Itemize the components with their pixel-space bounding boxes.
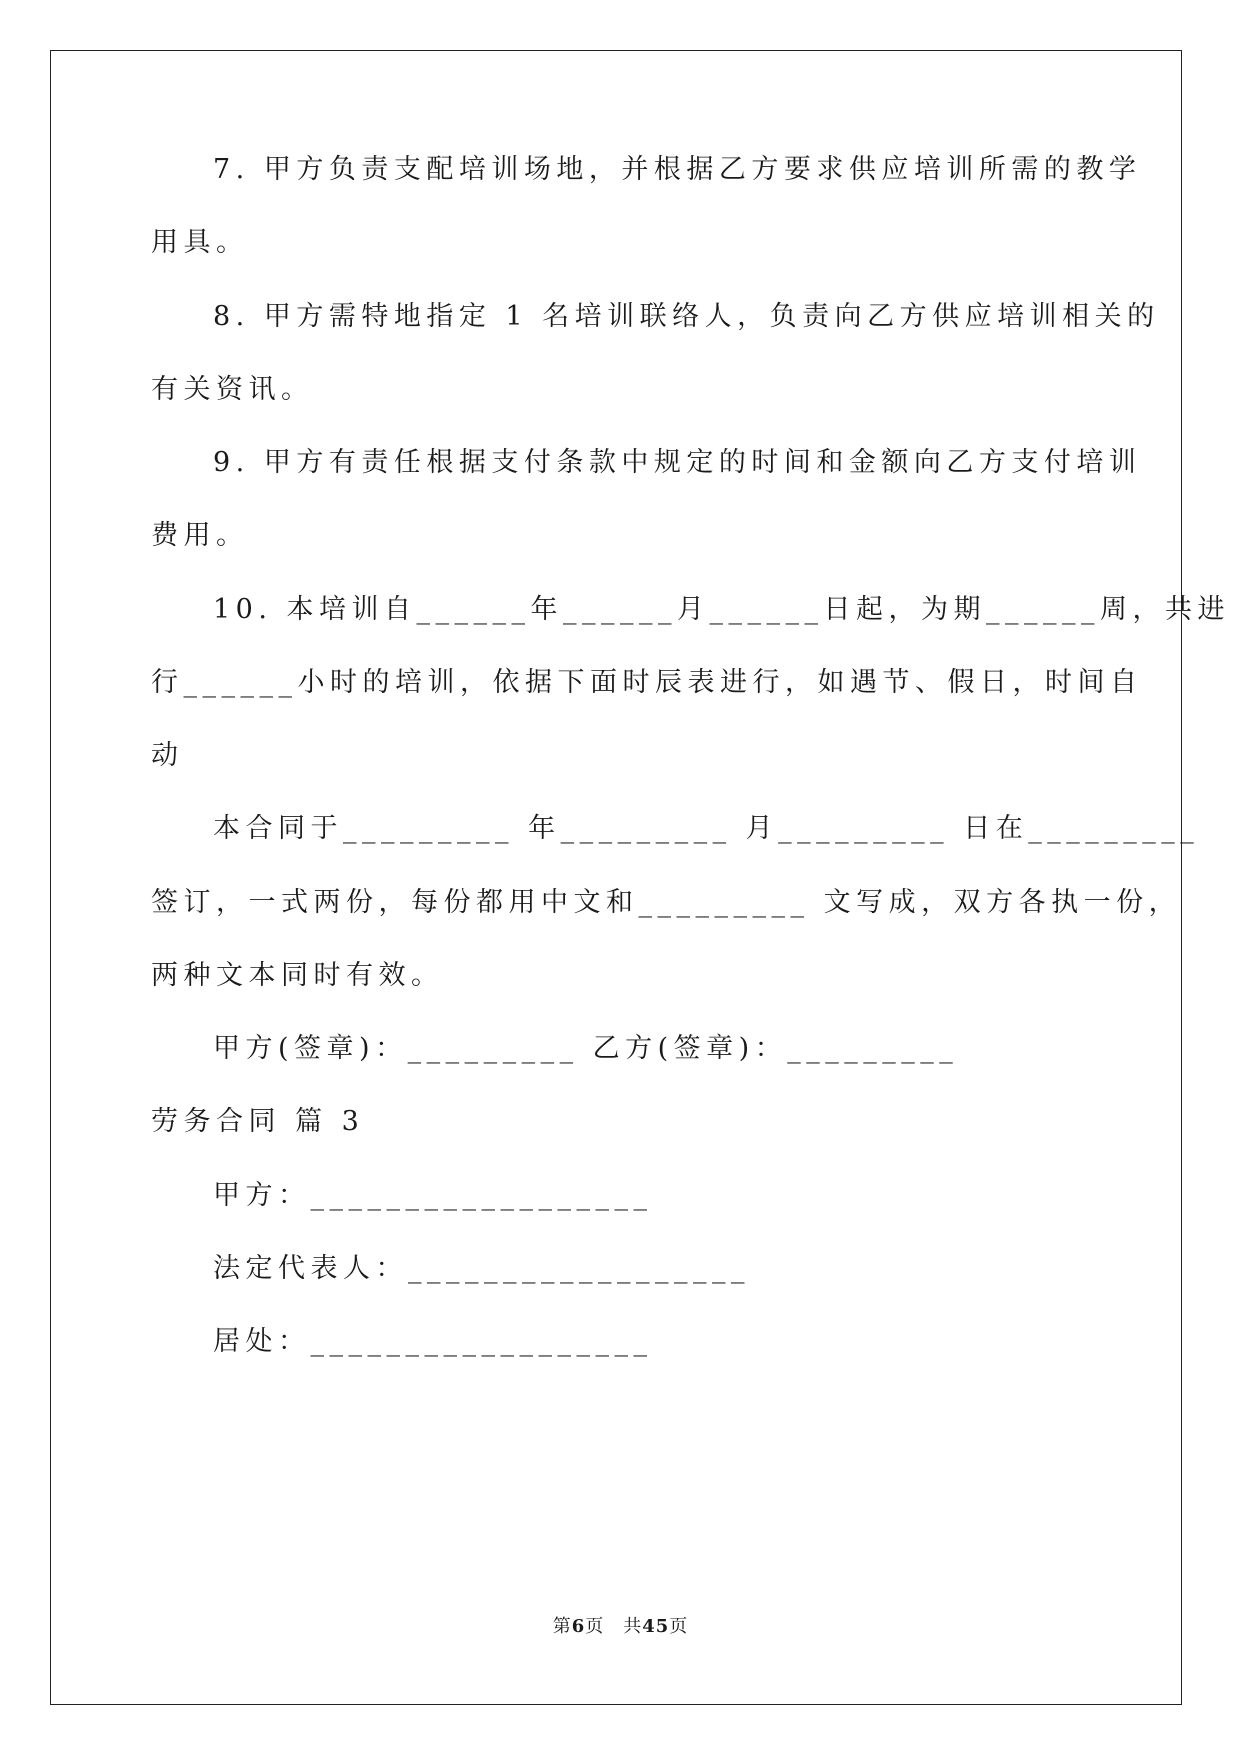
footer-mid: 页 共 xyxy=(585,1616,643,1637)
clause-9-line-2: 费用。 xyxy=(151,520,249,551)
legal-representative-line: 法定代表人：__________________ xyxy=(213,1253,750,1284)
party-a-line: 甲方：__________________ xyxy=(213,1180,653,1211)
clause-8-line-1: 8. 甲方需特地指定 1 名培训联络人，负责向乙方供应培训相关的 xyxy=(213,301,1160,332)
seal-line: 甲方(签章)：_________ 乙方(签章)：_________ xyxy=(213,1033,959,1064)
signing-line-2: 签订，一式两份，每份都用中文和_________ 文写成，双方各执一份， xyxy=(151,887,1182,918)
clause-10-line-2: 行______小时的培训，依据下面时辰表进行，如遇节、假日，时间自 xyxy=(151,667,1143,698)
page-border xyxy=(50,50,1182,1705)
clause-10-line-3: 动 xyxy=(151,740,184,771)
page-total-number: 45 xyxy=(642,1616,670,1637)
page-current-number: 6 xyxy=(571,1616,586,1637)
clause-10-line-1: 10. 本培训自______年______月______日起，为期______周，共进 xyxy=(213,594,1231,625)
section-title: 劳务合同 篇 3 xyxy=(151,1106,365,1137)
clause-7-line-2: 用具。 xyxy=(151,227,249,258)
clause-7-line-1: 7. 甲方负责支配培训场地，并根据乙方要求供应培训所需的教学 xyxy=(213,154,1142,185)
footer-suffix: 页 xyxy=(669,1616,689,1637)
address-line: 居处：__________________ xyxy=(213,1326,653,1357)
signing-line-1: 本合同于_________ 年_________ 月_________ 日在_________ xyxy=(213,813,1200,844)
footer-prefix: 第 xyxy=(552,1616,572,1637)
signing-line-3: 两种文本同时有效。 xyxy=(151,960,444,991)
clause-8-line-2: 有关资讯。 xyxy=(151,374,314,405)
page-footer xyxy=(0,1612,1241,1638)
clause-9-line-1: 9. 甲方有责任根据支付条款中规定的时间和金额向乙方支付培训 xyxy=(213,447,1142,478)
